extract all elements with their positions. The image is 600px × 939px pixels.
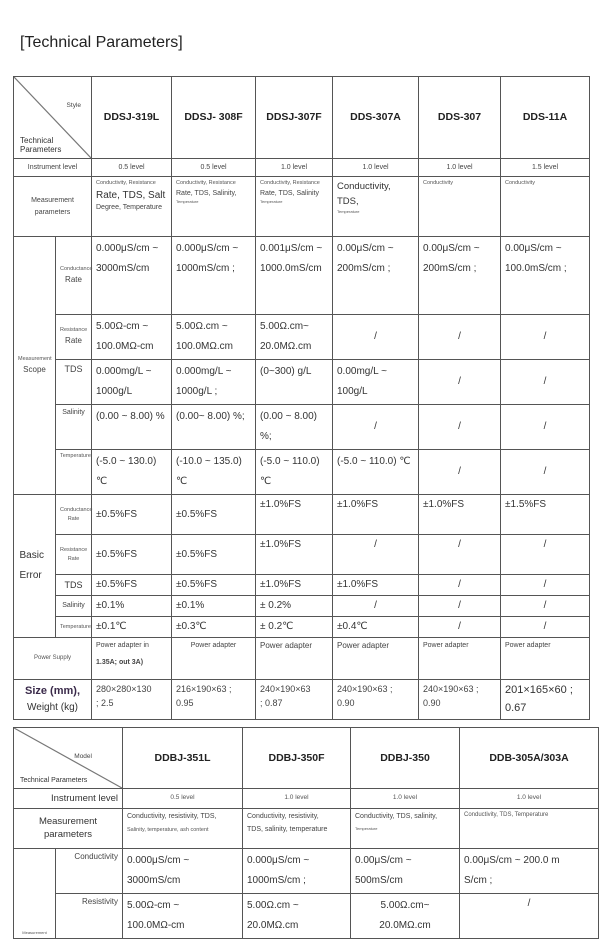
table-cell: / [333, 315, 419, 360]
row-label: Measurement parameters [14, 177, 92, 237]
cell-line: Conductivity, Resistance [260, 180, 320, 186]
technical-parameters-table-2 [13, 727, 599, 939]
scope-conductance-row [14, 237, 590, 315]
model-header: DDBJ-351L [123, 728, 243, 789]
sub-label-small: Conductance [60, 506, 93, 513]
table-cell: 0.5 level [123, 789, 243, 809]
group-label: Scope [23, 364, 46, 374]
cell-line: Conductivity [423, 180, 453, 186]
table-cell: / [501, 360, 590, 405]
table-cell: (0~300) g/L [256, 360, 333, 405]
table-cell [256, 680, 333, 720]
group-label-small: Measurement [18, 355, 52, 362]
table-cell: / [419, 450, 501, 495]
table-cell [123, 809, 243, 849]
sub-label [56, 315, 92, 360]
corner-bottom-label: Technical Parameters [20, 776, 88, 784]
table-cell: 1.0 level [243, 789, 351, 809]
cell-line: Salinity, temperature, ash content [127, 827, 209, 834]
table-cell: ±0.5%FS [92, 535, 172, 575]
cell-line: ; 0.87 [260, 698, 283, 709]
corner-top-label: Style [66, 102, 81, 109]
row-label: Power Supply [14, 638, 92, 680]
sub-label: Resistivity [56, 894, 123, 939]
table-cell: / [419, 360, 501, 405]
cell-line: 216×190×63 ; [176, 684, 232, 694]
table-cell: ±1.0%FS [256, 535, 333, 575]
table-cell: 5.00Ω.cm~ 20.0MΩ.cm [256, 315, 333, 360]
measurement-parameters-row [14, 809, 599, 849]
cell-line: Conductivity, TDS, [337, 181, 391, 208]
table-cell: / [501, 405, 590, 450]
table-cell [243, 894, 351, 939]
cell-line: Temperature [337, 209, 360, 215]
sub-label-main: Rate [67, 515, 80, 522]
sub-label-small: Conductance [60, 265, 93, 272]
cell-line: 0.00μS/cm ~ [355, 855, 412, 867]
table-cell: / [333, 535, 419, 575]
weight-label: Weight (kg) [27, 702, 78, 714]
table-cell: / [460, 894, 599, 939]
table-cell: / [419, 617, 501, 638]
cell-line: 1000mS/cm ; [247, 875, 306, 887]
table-cell: / [419, 575, 501, 596]
error-resistance-row [14, 535, 590, 575]
power-supply-row [14, 638, 590, 680]
cell-line: ; 2.5 [96, 698, 114, 709]
cell-line: TDS, salinity, temperature [247, 826, 328, 834]
table-cell: (-10.0 ~ 135.0) ℃ [172, 450, 256, 495]
technical-parameters-table-1 [13, 76, 590, 720]
cell-line: Rate, TDS, Salt [96, 189, 166, 201]
table-cell: 0.000mg/L ~ 1000g/L ; [172, 360, 256, 405]
table-cell: / [419, 405, 501, 450]
table-cell: / [501, 596, 590, 617]
table-cell: / [501, 575, 590, 596]
table-cell: ±0.5%FS [172, 495, 256, 535]
scope-group-label [14, 237, 56, 495]
cell-line: 0.000μS/cm ~ [127, 855, 190, 867]
size-weight-row [14, 680, 590, 720]
cell-line: 0.67 [505, 701, 527, 714]
table-cell: (-5.0 ~ 130.0) ℃ [92, 450, 172, 495]
table-cell: 1.0 level [460, 789, 599, 809]
table-cell: 1.0 level [256, 159, 333, 177]
instrument-level-row [14, 159, 590, 177]
cell-line: 240×190×63 [260, 684, 311, 694]
sub-label [56, 535, 92, 575]
cell-line: 20.0MΩ.cm [247, 920, 299, 932]
table-cell [92, 680, 172, 720]
scope-conductivity-row [14, 849, 599, 894]
cell-line: 0.90 [423, 698, 441, 709]
cell-line: Rate, TDS, Salinity, [176, 189, 237, 197]
header-row [14, 77, 590, 159]
table-cell: 1.0 level [351, 789, 460, 809]
table-cell: 0.00mg/L ~ 100g/L [333, 360, 419, 405]
cell-line: 5.00Ω-cm ~ [127, 900, 180, 912]
sub-label-small: Resistance [60, 327, 88, 334]
cell-line: 240×190×63 ; [337, 684, 393, 694]
model-header: DDSJ- 308F [172, 77, 256, 159]
table-cell [501, 680, 590, 720]
model-header: DDS-11A [501, 77, 590, 159]
table-cell [92, 638, 172, 680]
table-cell: / [419, 596, 501, 617]
cell-line: Degree, Temperature [96, 203, 163, 211]
table-cell: ± 0.2% [256, 596, 333, 617]
table-cell: 0.00μS/cm ~ 200mS/cm ; [419, 237, 501, 315]
cell-line: Rate, TDS, Salinity [260, 189, 320, 197]
table-cell: / [419, 315, 501, 360]
table-cell [123, 894, 243, 939]
row-label: Instrument level [14, 789, 123, 809]
cell-line: 0.00μS/cm ~ 200.0 m [464, 855, 560, 867]
table-cell: (-5.0 ~ 110.0) ℃ [333, 450, 419, 495]
table-cell: ±0.5%FS [92, 495, 172, 535]
table-cell: 0.000μS/cm ~ 1000mS/cm ; [172, 237, 256, 315]
table-cell [92, 177, 172, 237]
cell-line: 1.35A; out 3A) [96, 659, 144, 667]
cell-line: 0.000μS/cm ~ [247, 855, 310, 867]
table-cell: 1.0 level [333, 159, 419, 177]
cell-line: 500mS/cm [355, 875, 403, 887]
table-cell [333, 680, 419, 720]
cell-line: 201×165×60 ; [505, 684, 573, 696]
table-cell: / [419, 535, 501, 575]
table-cell: Power adapter [501, 638, 590, 680]
cell-line: Temperature [260, 198, 283, 204]
table-cell: 1.0 level [419, 159, 501, 177]
table-cell: 5.00Ω.cm ~ 100.0MΩ.cm [172, 315, 256, 360]
row-label: Measurement parameters [14, 809, 123, 849]
sub-label: Salinity [56, 596, 92, 617]
cell-line: Temperature [355, 826, 378, 832]
error-conductance-row [14, 495, 590, 535]
table-cell [123, 849, 243, 894]
table-cell: ± 0.2℃ [256, 617, 333, 638]
table-cell: 1.5 level [501, 159, 590, 177]
cell-line: 280×280×130 [96, 684, 152, 694]
table-cell: ±1.0%FS [419, 495, 501, 535]
table-cell [460, 849, 599, 894]
cell-line: Conductivity, resistivity, [247, 813, 319, 821]
scope-temperature-row [14, 450, 590, 495]
table-cell [243, 849, 351, 894]
table-cell: 0.5 level [172, 159, 256, 177]
table-cell: / [333, 405, 419, 450]
model-header: DDSJ-319L [92, 77, 172, 159]
table-cell: / [501, 450, 590, 495]
table-cell: ±0.1℃ [92, 617, 172, 638]
table-cell: ±0.4℃ [333, 617, 419, 638]
table-cell [351, 849, 460, 894]
header-row [14, 728, 599, 789]
cell-line: S/cm ; [464, 875, 493, 887]
table-cell: ±0.3℃ [172, 617, 256, 638]
row-label: Instrument level [14, 159, 92, 177]
table-cell: (0.00 ~ 8.00) %; [256, 405, 333, 450]
table-cell: ±1.0%FS [333, 495, 419, 535]
cell-line: Power adapter in [96, 642, 149, 649]
size-label: Size (mm), [24, 684, 80, 697]
table-cell: ±0.1% [92, 596, 172, 617]
scope-resistivity-row [14, 894, 599, 939]
basic-error-group-label [14, 495, 56, 638]
table-cell [419, 177, 501, 237]
corner-bottom-label: Technical Parameters [20, 135, 62, 155]
cell-line: 20.0MΩ.cm [379, 920, 431, 932]
model-header: DDBJ-350F [243, 728, 351, 789]
table-cell: 0.5 level [92, 159, 172, 177]
cell-line: 100.0MΩ-cm [127, 920, 185, 932]
table-cell: 0.00μS/cm ~ 100.0mS/cm ; [501, 237, 590, 315]
table-cell [172, 177, 256, 237]
scope-tds-row [14, 360, 590, 405]
table-cell: 0.00μS/cm ~ 200mS/cm ; [333, 237, 419, 315]
sub-label [56, 237, 92, 315]
instrument-level-row [14, 789, 599, 809]
scope-resistance-row [14, 315, 590, 360]
model-header: DDSJ-307F [256, 77, 333, 159]
table-cell: (0.00~ 8.00) %; [172, 405, 256, 450]
table-cell: (0.00 ~ 8.00) % [92, 405, 172, 450]
table-cell: 0.000μS/cm ~ 3000mS/cm [92, 237, 172, 315]
table-cell [333, 177, 419, 237]
table-cell [172, 680, 256, 720]
table-cell: 0.000mg/L ~ 1000g/L [92, 360, 172, 405]
table-cell: ±1.5%FS [501, 495, 590, 535]
sub-label: Conductivity [56, 849, 123, 894]
error-temperature-row [14, 617, 590, 638]
table-cell [501, 177, 590, 237]
table-cell: ±0.5%FS [172, 575, 256, 596]
cell-line: 0.90 [337, 698, 355, 709]
cell-line: 3000mS/cm [127, 875, 181, 887]
table-cell: 0.001μS/cm ~ 1000.0mS/cm [256, 237, 333, 315]
table-cell: Power adapter [256, 638, 333, 680]
scope-group-label [14, 849, 56, 939]
sub-label: TDS [56, 360, 92, 405]
model-header: DDS-307A [333, 77, 419, 159]
table-cell: Conductivity, TDS, Temperature [460, 809, 599, 849]
corner-header-cell [14, 77, 92, 159]
cell-line: Conductivity [505, 180, 535, 186]
model-header: DDS-307 [419, 77, 501, 159]
error-salinity-row [14, 596, 590, 617]
sub-label: Salinity [56, 405, 92, 450]
cell-line: Conductivity, resistivity, TDS, [127, 813, 217, 821]
table-cell: 5.00Ω-cm ~ 100.0MΩ-cm [92, 315, 172, 360]
corner-header-cell [14, 728, 123, 789]
error-tds-row [14, 575, 590, 596]
cell-line: Conductivity, Resistance [176, 180, 236, 186]
cell-line: Conductivity, TDS, salinity, [355, 813, 438, 821]
table-cell: Power adapter [419, 638, 501, 680]
row-label [14, 680, 92, 720]
sub-label-main: Rate [65, 336, 82, 345]
cell-line: Temperature [176, 198, 199, 204]
sub-label [56, 495, 92, 535]
corner-top-label: Model [74, 753, 92, 760]
scope-salinity-row [14, 405, 590, 450]
table-cell: / [501, 535, 590, 575]
table-cell: (-5.0 ~ 110.0) ℃ [256, 450, 333, 495]
sub-label: Temperature [56, 617, 92, 638]
table-cell: Power adapter [172, 638, 256, 680]
cell-line: 5.00Ω.cm ~ [247, 900, 299, 912]
table-cell: ±0.5%FS [172, 535, 256, 575]
table-cell [351, 809, 460, 849]
sub-label-small: Resistance [60, 546, 88, 553]
sub-label: TDS [56, 575, 92, 596]
sub-label: Temperature [56, 450, 92, 495]
table-cell: Power adapter [333, 638, 419, 680]
group-label: Basic Error [19, 550, 44, 581]
table-cell [419, 680, 501, 720]
cell-line: 5.00Ω.cm~ [380, 900, 430, 912]
table-cell: / [501, 315, 590, 360]
table-cell [351, 894, 460, 939]
sub-label-main: Rate [65, 274, 82, 284]
cell-line: Conductivity, Resistance [96, 180, 156, 186]
table-cell: ±0.1% [172, 596, 256, 617]
page-title: [Technical Parameters] [20, 34, 183, 51]
table-cell [256, 177, 333, 237]
table-cell [243, 809, 351, 849]
table-cell: / [333, 596, 419, 617]
table-cell: ±1.0%FS [256, 495, 333, 535]
sub-label-main: Rate [67, 555, 80, 562]
group-label-small: Measurement [22, 929, 47, 935]
table-cell: ±0.5%FS [92, 575, 172, 596]
table-cell: ±1.0%FS [333, 575, 419, 596]
table-cell: ±1.0%FS [256, 575, 333, 596]
model-header: DDB-305A/303A [460, 728, 599, 789]
measurement-parameters-row [14, 177, 590, 237]
table-cell: / [501, 617, 590, 638]
cell-line: 0.95 [176, 698, 194, 709]
model-header: DDBJ-350 [351, 728, 460, 789]
cell-line: 240×190×63 ; [423, 684, 479, 694]
